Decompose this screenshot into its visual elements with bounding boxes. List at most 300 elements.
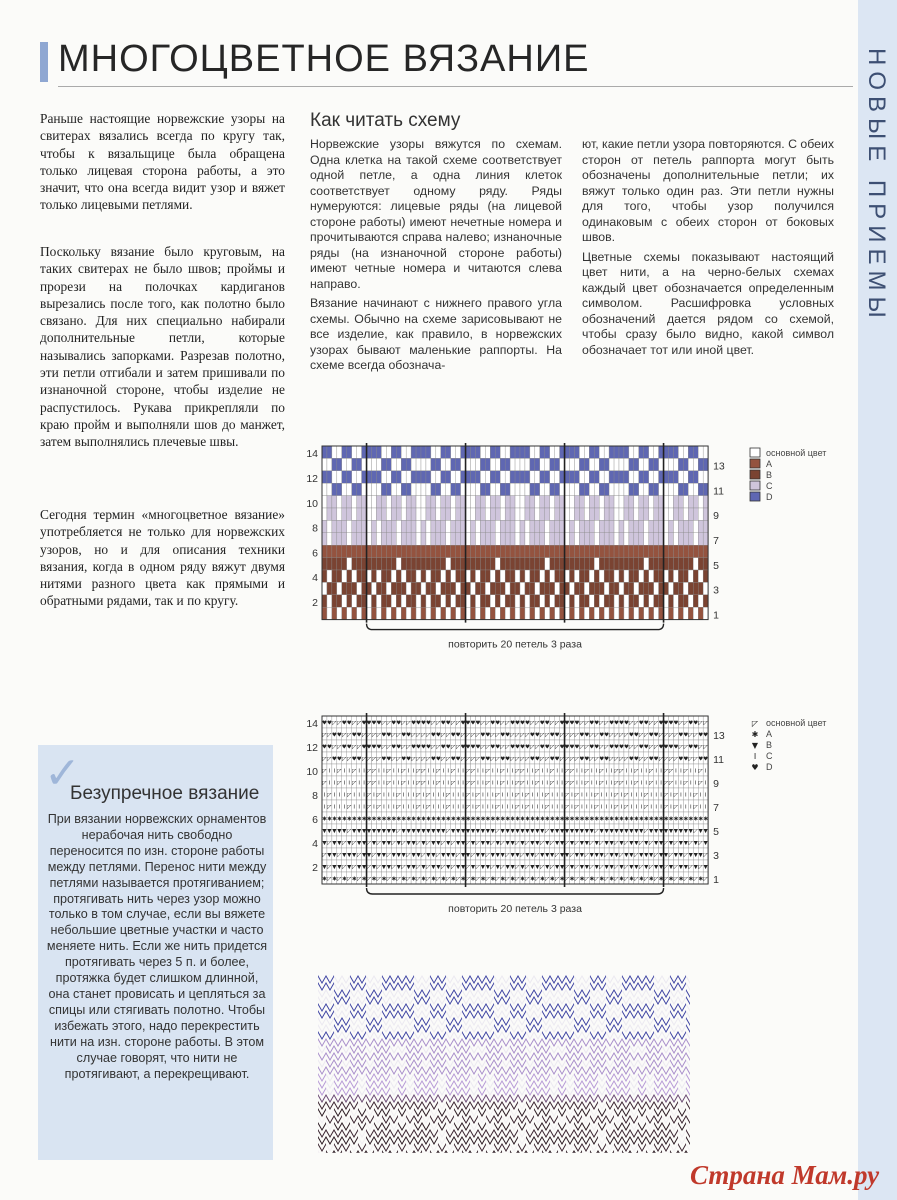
chart-symbol: ♥ — [361, 744, 367, 751]
chart-symbol: ◸ — [525, 876, 530, 883]
chart-cell — [619, 446, 624, 458]
chart-cell — [446, 483, 451, 495]
chart-symbol: I — [392, 780, 395, 787]
chart-symbol: ◸ — [614, 792, 619, 799]
chart-cell — [639, 545, 644, 557]
chart-symbol: ◸ — [683, 768, 688, 775]
chart-cell — [654, 508, 659, 520]
chart-symbol: ◸ — [322, 732, 327, 739]
chart-symbol: ◸ — [550, 864, 555, 871]
chart-cell — [584, 508, 589, 520]
chart-cell — [624, 520, 629, 532]
chart-symbol: ✱ — [525, 816, 530, 823]
chart-symbol: ◸ — [480, 744, 485, 751]
chart-symbol: ▼ — [634, 840, 639, 847]
chart-cell — [500, 520, 505, 532]
chart-symbol: ◸ — [495, 828, 500, 835]
chart-symbol: ♥ — [643, 720, 649, 727]
chart-symbol: ◸ — [654, 876, 659, 883]
chart-symbol: ◸ — [624, 792, 629, 799]
chart-cell — [391, 570, 396, 582]
chart-symbol: ◸ — [639, 756, 644, 763]
chart-symbol: ▼ — [441, 852, 446, 859]
knit-stitch — [326, 975, 334, 984]
chart-symbol: ▼ — [396, 852, 401, 859]
chart-symbol: ♥ — [435, 756, 441, 763]
chart-symbol: ▼ — [530, 828, 535, 835]
chart-symbol: ◸ — [619, 768, 624, 775]
chart-cell — [535, 483, 540, 495]
chart-symbol: ◸ — [584, 720, 589, 727]
chart-cell — [416, 508, 421, 520]
chart-symbol: ◸ — [663, 792, 669, 799]
chart-cell — [579, 582, 584, 594]
chart-cell — [426, 545, 431, 557]
chart-cell — [525, 558, 530, 570]
chart-cell — [673, 558, 678, 570]
chart-cell — [594, 545, 599, 557]
chart-cell — [411, 533, 416, 545]
chart-cell — [401, 508, 406, 520]
chart-cell — [698, 607, 703, 619]
chart-cell — [555, 607, 560, 619]
row-number-left: 8 — [312, 789, 318, 802]
chart-symbol: ▼ — [599, 852, 604, 859]
chart-symbol: ✱ — [510, 876, 515, 883]
chart-symbol: ▼ — [683, 864, 688, 871]
chart-cell — [381, 446, 386, 458]
knit-stitch — [646, 975, 654, 984]
chart-symbol: ♥ — [495, 720, 501, 727]
chart-cell — [495, 558, 500, 570]
chart-symbol: ▼ — [371, 864, 377, 871]
chart-symbol: ▼ — [668, 864, 674, 871]
chart-cell — [401, 582, 406, 594]
chart-cell — [535, 520, 540, 532]
chart-symbol: ▼ — [460, 864, 466, 871]
chart-symbol: ◸ — [475, 792, 481, 799]
chart-cell — [421, 520, 426, 532]
chart-symbol: ♥ — [421, 744, 426, 751]
chart-symbol: ◸ — [366, 840, 372, 847]
chart-symbol: ◸ — [505, 852, 510, 859]
chart-symbol: ▼ — [654, 840, 659, 847]
chart-symbol: ◸ — [465, 864, 471, 871]
chart-cell — [426, 458, 431, 470]
title-accent-bar — [40, 42, 48, 82]
chart-symbol: ▼ — [510, 864, 515, 871]
chart-cell — [500, 558, 505, 570]
chart-symbol: ♥ — [623, 720, 629, 727]
chart-cell — [451, 533, 456, 545]
chart-symbol: ◸ — [396, 792, 401, 799]
chart-cell — [644, 533, 649, 545]
chart-symbol: ✱ — [629, 876, 634, 883]
chart-symbol: ▼ — [559, 828, 565, 835]
chart-symbol: ♥ — [425, 720, 431, 727]
chart-symbol: ◸ — [525, 840, 530, 847]
chart-symbol: ✱ — [614, 816, 619, 823]
chart-symbol: ◸ — [574, 864, 580, 871]
chart-symbol: ◸ — [342, 756, 347, 763]
chart-cell — [396, 520, 401, 532]
chart-cell — [485, 558, 490, 570]
chart-cell — [570, 520, 575, 532]
chart-cell — [406, 558, 411, 570]
row-number-right: 5 — [713, 559, 719, 572]
chart-cell — [505, 570, 510, 582]
chart-symbol: I — [561, 792, 563, 799]
chart-cell — [584, 446, 589, 458]
chart-cell — [347, 471, 352, 483]
chart-cell — [629, 508, 634, 520]
row-number-right: 1 — [713, 609, 719, 622]
chart-cell — [431, 607, 436, 619]
knit-stitch — [686, 1038, 690, 1047]
chart-cell — [678, 607, 683, 619]
chart-symbol: ▼ — [609, 852, 614, 859]
chart-cell — [342, 471, 347, 483]
chart-cell — [639, 520, 644, 532]
chart-symbol: ◸ — [663, 804, 669, 811]
chart-symbol: ◸ — [396, 876, 401, 883]
chart-symbol: I — [694, 768, 697, 775]
chart-symbol: I — [531, 768, 534, 775]
chart-symbol: ♥ — [698, 732, 704, 739]
chart-cell — [431, 471, 436, 483]
chart-cell — [357, 496, 362, 508]
chart-symbol: I — [491, 804, 494, 811]
chart-cell — [357, 558, 362, 570]
chart-cell — [535, 545, 540, 557]
chart-cell — [594, 446, 599, 458]
chart-symbol: ◸ — [426, 804, 431, 811]
chart-cell — [510, 558, 515, 570]
chart-symbol: ◸ — [584, 876, 589, 883]
chart-symbol: I — [660, 792, 662, 799]
chart-symbol: ▼ — [485, 864, 490, 871]
chart-symbol: ▼ — [436, 840, 441, 847]
chart-symbol: ▼ — [668, 840, 674, 847]
chart-symbol: ✱ — [634, 816, 639, 823]
chart-symbol: ◸ — [376, 792, 382, 799]
chart-symbol: ✱ — [658, 876, 664, 883]
chart-symbol: ♥ — [653, 756, 659, 763]
chart-symbol: I — [586, 792, 588, 799]
chart-cell — [446, 508, 451, 520]
chart-symbol: ◸ — [644, 792, 649, 799]
chart-cell — [347, 533, 352, 545]
chart-symbol: I — [358, 804, 360, 811]
chart-symbol: I — [680, 780, 682, 787]
chart-symbol: ◸ — [614, 864, 619, 871]
chart-symbol: ✱ — [688, 876, 694, 883]
chart-symbol: ▼ — [352, 828, 357, 835]
chart-symbol: ✱ — [500, 876, 505, 883]
chart-cell — [500, 582, 505, 594]
chart-symbol: ◸ — [658, 756, 664, 763]
chart-symbol: I — [600, 804, 603, 811]
chart-cell — [391, 508, 396, 520]
chart-cell — [589, 595, 594, 607]
chart-symbol: ◸ — [431, 744, 436, 751]
legend-label: C — [766, 481, 773, 491]
chart-cell — [574, 471, 579, 483]
chart-symbol: ♥ — [698, 756, 704, 763]
chart-symbol: I — [645, 768, 648, 775]
chart-symbol: ◸ — [347, 792, 352, 799]
chart-cell — [540, 458, 545, 470]
chart-symbol: ▼ — [510, 840, 515, 847]
chart-symbol: ◸ — [495, 792, 500, 799]
chart-symbol: ✱ — [638, 816, 644, 823]
chart-symbol: ▼ — [658, 840, 664, 847]
chart-cell — [495, 458, 500, 470]
chart-symbol: ♥ — [549, 756, 555, 763]
chart-cell — [619, 458, 624, 470]
chart-cell — [480, 496, 485, 508]
chart-symbol: ▼ — [352, 852, 357, 859]
chart-cell — [693, 607, 698, 619]
chart-cell — [485, 496, 490, 508]
chart-symbol: ▼ — [357, 864, 362, 871]
chart-cell — [381, 520, 386, 532]
chart-symbol: ✱ — [505, 816, 510, 823]
chart-symbol: ◸ — [416, 840, 421, 847]
chart-symbol: ✱ — [624, 816, 629, 823]
chart-cell — [688, 483, 693, 495]
chart-cell — [381, 545, 386, 557]
knit-stitch — [606, 975, 614, 984]
knit-stitch — [686, 989, 690, 998]
chart-symbol: ◸ — [495, 876, 500, 883]
chart-symbol: ◸ — [634, 852, 639, 859]
chart-symbol: ◸ — [703, 876, 708, 883]
chart-cell — [421, 471, 426, 483]
chart-cell — [480, 582, 485, 594]
chart-cell — [396, 533, 401, 545]
chart-cell — [609, 471, 614, 483]
chart-symbol: ♥ — [500, 732, 506, 739]
chart-cell — [550, 483, 555, 495]
chart-symbol: I — [605, 792, 608, 799]
chart-symbol: I — [541, 804, 544, 811]
chart-cell — [520, 446, 525, 458]
chart-symbol: I — [556, 792, 558, 799]
chart-symbol: ◸ — [698, 864, 703, 871]
row-number-left: 14 — [306, 717, 318, 730]
chart-symbol: ▼ — [540, 828, 545, 835]
chart-cell — [570, 446, 575, 458]
chart-cell — [550, 533, 555, 545]
chart-cell — [530, 558, 535, 570]
chart-cell — [376, 483, 381, 495]
chart-cell — [525, 446, 530, 458]
chart-cell — [604, 483, 609, 495]
chart-cell — [525, 483, 530, 495]
chart-symbol: ◸ — [470, 768, 476, 775]
chart-cell — [673, 508, 678, 520]
chart-cell — [584, 483, 589, 495]
chart-cell — [347, 496, 352, 508]
chart-cell — [391, 582, 396, 594]
chart-symbol: I — [402, 792, 405, 799]
knit-stitch — [686, 1031, 690, 1040]
chart-cell — [604, 471, 609, 483]
chart-symbol: ♥ — [366, 720, 372, 727]
chart-cell — [485, 607, 490, 619]
chart-symbol: ▼ — [535, 828, 540, 835]
chart-symbol: I — [586, 804, 588, 811]
chart-cell — [505, 582, 510, 594]
chart-cell — [357, 483, 362, 495]
chart-cell — [535, 496, 540, 508]
chart-symbol: ▼ — [426, 828, 431, 835]
chart-cell — [540, 607, 545, 619]
chart-symbol: ▼ — [391, 828, 396, 835]
chart-symbol: ✱ — [361, 816, 367, 823]
chart-cell — [639, 558, 644, 570]
chart-symbol: ▼ — [540, 852, 545, 859]
chart-cell — [654, 545, 659, 557]
chart-cell — [644, 595, 649, 607]
chart-symbol: I — [457, 792, 459, 799]
chart-cell — [505, 533, 510, 545]
chart-symbol: ◸ — [579, 744, 584, 751]
chart-cell — [609, 508, 614, 520]
chart-cell — [337, 458, 342, 470]
chart-cell — [436, 483, 441, 495]
chart-cell — [669, 545, 674, 557]
chart-cell — [570, 483, 575, 495]
chart-symbol: ◸ — [475, 804, 481, 811]
chart-symbol: ♥ — [529, 756, 535, 763]
chart-symbol: ✱ — [381, 816, 387, 823]
chart-cell — [416, 458, 421, 470]
chart-symbol: ◸ — [555, 876, 560, 883]
chart-cell — [619, 595, 624, 607]
chart-cell — [614, 558, 619, 570]
knit-stitch — [526, 975, 534, 984]
chart-cell — [342, 458, 347, 470]
chart-cell — [376, 496, 381, 508]
chart-cell — [678, 520, 683, 532]
chart-symbol: ✱ — [609, 876, 614, 883]
chart-cell — [480, 446, 485, 458]
chart-cell — [446, 570, 451, 582]
chart-symbol: I — [506, 768, 509, 775]
chart-symbol: I — [620, 804, 623, 811]
chart-cell — [381, 483, 386, 495]
chart-cell — [357, 446, 362, 458]
chart-cell — [456, 508, 461, 520]
chart-symbol: ◸ — [361, 756, 367, 763]
chart-cell — [644, 520, 649, 532]
chart-symbol: ♥ — [554, 756, 560, 763]
chart-cell — [332, 520, 337, 532]
chart-cell — [381, 458, 386, 470]
chart-symbol: ▼ — [416, 852, 421, 859]
chart-cell — [579, 533, 584, 545]
chart-symbol: ♥ — [628, 732, 634, 739]
chart-cell — [500, 471, 505, 483]
chart-symbol: ◸ — [327, 732, 332, 739]
chart-cell — [688, 595, 693, 607]
chart-symbol: I — [462, 792, 464, 799]
chart-cell — [327, 508, 332, 520]
knit-stitch — [494, 975, 502, 984]
chart-symbol: ▼ — [490, 852, 495, 859]
chart-symbol: I — [373, 792, 375, 799]
chart-symbol: ▼ — [693, 840, 698, 847]
chart-symbol: ◸ — [654, 852, 659, 859]
chart-symbol: ▼ — [431, 828, 436, 835]
chart-symbol: ✱ — [619, 816, 624, 823]
chart-cell — [426, 570, 431, 582]
chart-symbol: ▼ — [391, 852, 396, 859]
chart-cell — [703, 545, 708, 557]
chart-symbol: ◸ — [352, 864, 357, 871]
chart-symbol: ♥ — [594, 720, 600, 727]
chart-symbol: ✱ — [599, 876, 604, 883]
chart-cell — [386, 520, 391, 532]
chart-cell — [619, 545, 624, 557]
chart-cell — [386, 483, 391, 495]
chart-symbol: I — [457, 768, 459, 775]
chart-symbol: ♥ — [455, 732, 461, 739]
chart-symbol: ◸ — [535, 768, 540, 775]
chart-symbol: ◸ — [485, 780, 490, 787]
chart-symbol: I — [338, 792, 341, 799]
chart-symbol: ▼ — [465, 852, 471, 859]
chart-cell — [416, 570, 421, 582]
chart-symbol: ◸ — [683, 744, 688, 751]
chart-symbol: ◸ — [668, 732, 674, 739]
chart-cell — [683, 533, 688, 545]
chart-cell — [599, 471, 604, 483]
chart-symbol: ▼ — [431, 840, 436, 847]
chart-symbol: I — [378, 780, 380, 787]
chart-cell — [574, 545, 579, 557]
chart-cell — [609, 545, 614, 557]
chart-symbol: ▼ — [658, 864, 664, 871]
knit-stitch — [374, 975, 382, 984]
chart-symbol: ◸ — [505, 744, 510, 751]
chart-cell — [579, 471, 584, 483]
chart-cell — [520, 533, 525, 545]
chart-cell — [327, 582, 332, 594]
chart-cell — [594, 496, 599, 508]
chart-cell — [372, 471, 377, 483]
chart-cell — [574, 508, 579, 520]
chart-cell — [456, 496, 461, 508]
chart-cell — [352, 582, 357, 594]
chart-symbol: ◸ — [396, 804, 401, 811]
chart-cell — [594, 595, 599, 607]
chart-symbol: ◸ — [446, 732, 451, 739]
chart-symbol: ◸ — [698, 744, 703, 751]
chart-symbol: ▼ — [500, 828, 505, 835]
chart-symbol: ◸ — [594, 804, 599, 811]
chart-cell — [644, 508, 649, 520]
knit-stitch — [574, 975, 582, 984]
chart-symbol: ◸ — [366, 792, 372, 799]
chart-cell — [471, 607, 476, 619]
chart-symbol: ▼ — [584, 828, 589, 835]
chart-cell — [530, 595, 535, 607]
chart-cell — [634, 446, 639, 458]
chart-symbol: ▼ — [361, 828, 367, 835]
